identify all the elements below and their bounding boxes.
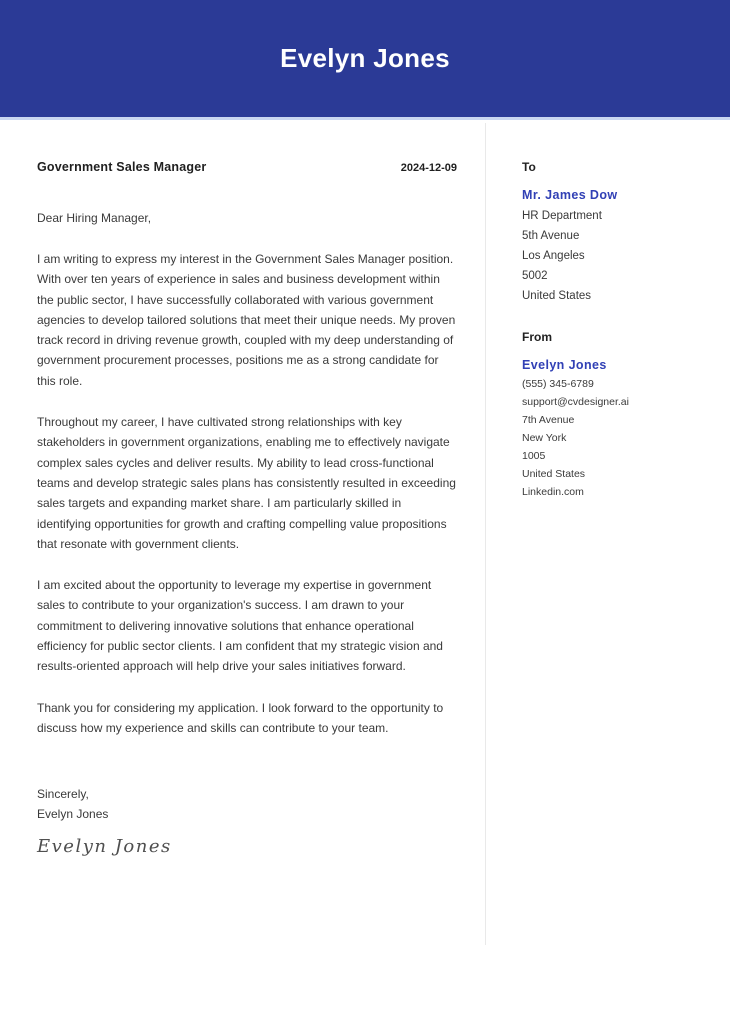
recipient-street: 5th Avenue bbox=[522, 230, 580, 242]
recipient-postal-code: 5002 bbox=[522, 270, 548, 282]
column-divider bbox=[485, 123, 486, 945]
closing-word: Sincerely, bbox=[37, 787, 89, 802]
recipient-address bbox=[522, 206, 712, 306]
from-label: From bbox=[522, 330, 552, 344]
sender-name: Evelyn Jones bbox=[522, 358, 607, 372]
to-label: To bbox=[522, 160, 536, 174]
letter-paragraph-3: I am excited about the opportunity to leverage my expertise in government sales to contribute to your organization's success. I am drawn to your commitment to delivering innovative solutions that enhance operational efficiency for public sector clients. I am confident that my strategic vision and results-oriented approach will help drive your sales initiatives forward. bbox=[37, 578, 443, 674]
recipient-city: Los Angeles bbox=[522, 250, 585, 262]
recipient-country: United States bbox=[522, 290, 592, 302]
page-title: Evelyn Jones bbox=[280, 43, 450, 73]
letter-paragraph-4: Thank you for considering my application. I look forward to the opportunity to discuss how my experience and skills can contribute to your team. bbox=[37, 700, 444, 735]
letter-date: 2024-12-09 bbox=[400, 162, 457, 174]
recipient-block bbox=[522, 160, 712, 306]
sender-linkedin: Linkedin.com bbox=[522, 486, 584, 498]
salutation: Dear Hiring Manager, bbox=[37, 211, 152, 225]
sender-city: New York bbox=[522, 432, 567, 444]
sender-postal-code: 1005 bbox=[522, 450, 546, 462]
sender-street: 7th Avenue bbox=[522, 414, 575, 426]
sender-country: United States bbox=[522, 468, 586, 480]
title-row bbox=[37, 160, 457, 174]
sender-email: support@cvdesigner.ai bbox=[522, 396, 629, 408]
header-banner bbox=[0, 0, 730, 120]
letter-content bbox=[0, 120, 730, 857]
contact-sidebar bbox=[522, 120, 712, 857]
recipient-name: Mr. James Dow bbox=[522, 188, 618, 202]
signer-name: Evelyn Jones bbox=[37, 807, 109, 822]
letter-body-column bbox=[0, 120, 457, 857]
letter-paragraph-1: I am writing to express my interest in the Government Sales Manager position. With over ten years of experience in sales and business development within the public sector, I have successfully collaborated with various government agencies to develop tailored solutions that meet their unique needs. My proven track record in driving revenue growth, coupled with my deep understanding of government procurement processes, positions me as a strong candidate for this role. bbox=[37, 252, 456, 388]
job-title: Government Sales Manager bbox=[37, 160, 207, 174]
signature-script: Evelyn Jones bbox=[37, 836, 172, 858]
sender-block bbox=[522, 330, 712, 501]
sender-phone: (555) 345-6789 bbox=[522, 378, 594, 390]
letter-paragraph-2: Throughout my career, I have cultivated strong relationships with key stakeholders in government organizations, enabling me to effectively navigate complex sales cycles and deliver results. My ability to lead cross-functional teams and develop strategic sales plans has consistently resulted in exceeding sales targets and expanding market share. I am particularly skilled in identifying opportunities for growth and crafting compelling value propositions that resonate with government clients. bbox=[37, 415, 456, 551]
sender-details bbox=[522, 375, 712, 501]
recipient-department: HR Department bbox=[522, 210, 602, 222]
closing-block bbox=[37, 784, 457, 824]
